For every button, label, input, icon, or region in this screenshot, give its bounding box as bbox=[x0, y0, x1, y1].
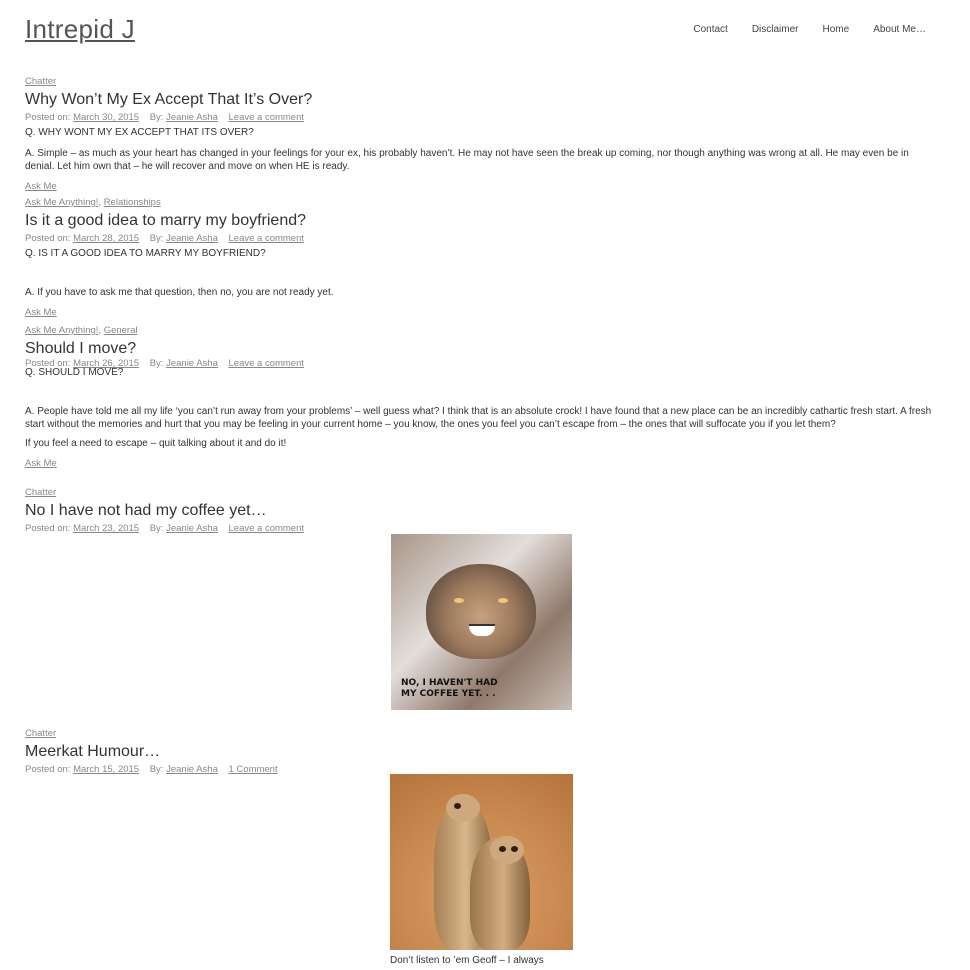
comments-link[interactable]: 1 Comment bbox=[228, 764, 278, 775]
nav-home[interactable]: Home bbox=[822, 24, 850, 35]
meerkat-head bbox=[446, 794, 480, 822]
post-categories bbox=[25, 487, 940, 498]
post-question: Q. IS IT A GOOD IDEA TO MARRY MY BOYFRIEND? bbox=[25, 248, 266, 259]
wolf-eye bbox=[454, 598, 464, 603]
category-link[interactable]: Ask Me Anything! bbox=[25, 197, 99, 208]
posted-on-label: Posted on: bbox=[25, 523, 71, 534]
post-why-wont-my-ex bbox=[25, 76, 940, 192]
by-label: By: bbox=[149, 523, 164, 534]
category-link[interactable]: General bbox=[103, 325, 138, 336]
meerkat-image bbox=[390, 774, 573, 950]
post-meta bbox=[25, 358, 940, 369]
posted-on-label: Posted on: bbox=[25, 233, 71, 244]
category-link[interactable]: Ask Me Anything! bbox=[25, 325, 99, 336]
site-title[interactable]: Intrepid J bbox=[25, 14, 135, 44]
post-categories bbox=[25, 728, 940, 739]
by-label: By: bbox=[149, 233, 164, 244]
post-date-link[interactable]: March 28, 2015 bbox=[73, 233, 140, 244]
posted-on-label: Posted on: bbox=[25, 112, 71, 123]
tag-link[interactable]: Ask Me bbox=[25, 307, 57, 318]
category-link[interactable]: Relationships bbox=[103, 197, 161, 208]
post-categories: Ask Me Anything!, General bbox=[25, 325, 138, 336]
post-date-link[interactable]: March 23, 2015 bbox=[73, 523, 140, 534]
post-tag bbox=[25, 181, 940, 192]
post-question: Q. WHY WONT MY EX ACCEPT THAT ITS OVER? bbox=[25, 127, 254, 138]
category-link[interactable]: Chatter bbox=[25, 487, 57, 498]
category-link[interactable]: Chatter bbox=[25, 728, 57, 739]
post-date-link[interactable]: March 15, 2015 bbox=[73, 764, 140, 775]
nav-contact[interactable]: Contact bbox=[693, 24, 728, 35]
post-meta bbox=[25, 233, 940, 244]
post-categories bbox=[25, 76, 940, 87]
by-label: By: bbox=[149, 764, 164, 775]
nav-disclaimer[interactable]: Disclaimer bbox=[751, 24, 799, 35]
wolf-teeth bbox=[469, 624, 495, 636]
author-link[interactable]: Jeanie Asha bbox=[166, 523, 218, 534]
post-title[interactable]: No I have not had my coffee yet… bbox=[25, 502, 267, 519]
category-link[interactable]: Chatter bbox=[25, 76, 57, 87]
posted-on-label: Posted on: bbox=[25, 764, 71, 775]
by-label: By: bbox=[149, 358, 164, 369]
comments-link[interactable]: Leave a comment bbox=[228, 112, 305, 123]
post-title[interactable]: Should I move? bbox=[25, 340, 137, 357]
wolf-meme-caption: NO, I HAVEN'T HAD MY COFFEE YET. . . bbox=[401, 678, 498, 699]
post-coffee bbox=[25, 487, 940, 534]
post-title[interactable]: Why Won’t My Ex Accept That It’s Over? bbox=[25, 91, 313, 108]
comments-link[interactable]: Leave a comment bbox=[228, 233, 305, 244]
nav-about[interactable]: About Me… bbox=[873, 24, 926, 35]
post-answer: A. People have told me all my life ‘you can’t run away from your problems’ – well guess what? I think that is an absolute crock! I have found that a new place can be an incredibly cathartic fresh start. A fresh start without the memories and hurt that you may be feeling in your current home – you know, the ones you feel you can’t escape from – the ones that will suffocate you if you let them? bbox=[25, 406, 932, 430]
post-tag bbox=[25, 307, 940, 318]
tag-link[interactable]: Ask Me bbox=[25, 458, 57, 469]
post-answer-followup: If you feel a need to escape – quit talking about it and do it! bbox=[25, 438, 287, 449]
author-link[interactable]: Jeanie Asha bbox=[166, 358, 218, 369]
post-answer: A. If you have to ask me that question, then no, you are not ready yet. bbox=[25, 287, 334, 298]
post-title[interactable]: Is it a good idea to marry my boyfriend? bbox=[25, 212, 307, 229]
author-link[interactable]: Jeanie Asha bbox=[166, 233, 218, 244]
post-categories: Ask Me Anything!, Relationships bbox=[25, 197, 161, 208]
post-question: Q. SHOULD I MOVE? bbox=[25, 367, 124, 378]
meerkat-image-caption: Don’t listen to ’em Geoff – I always bbox=[390, 955, 544, 966]
author-link[interactable]: Jeanie Asha bbox=[166, 764, 218, 775]
post-date-link[interactable]: March 26, 2015 bbox=[73, 358, 140, 369]
post-meta bbox=[25, 523, 940, 534]
tag-link[interactable]: Ask Me bbox=[25, 181, 57, 192]
main-nav bbox=[693, 24, 926, 35]
by-label: By: bbox=[149, 112, 164, 123]
post-marry-boyfriend bbox=[25, 197, 940, 318]
post-should-i-move bbox=[25, 325, 940, 469]
post-tag bbox=[25, 458, 940, 469]
post-date-link[interactable]: March 30, 2015 bbox=[73, 112, 140, 123]
posted-on-label: Posted on: bbox=[25, 358, 71, 369]
post-title[interactable]: Meerkat Humour… bbox=[25, 743, 161, 760]
wolf-meme-image bbox=[391, 534, 572, 710]
post-meerkat bbox=[25, 728, 940, 775]
wolf-face bbox=[426, 564, 536, 659]
comments-link[interactable]: Leave a comment bbox=[228, 358, 305, 369]
post-answer: A. Simple – as much as your heart has changed in your feelings for your ex, his probably haven’t. He may not have seen the break up coming, nor though anything was wrong at all. He may even be in denial. Let him own that – he will recover and move on when HE is ready. bbox=[25, 148, 909, 172]
meerkat-head bbox=[490, 836, 524, 864]
post-meta bbox=[25, 112, 940, 123]
comments-link[interactable]: Leave a comment bbox=[228, 523, 305, 534]
author-link[interactable]: Jeanie Asha bbox=[166, 112, 218, 123]
wolf-eye bbox=[498, 598, 508, 603]
